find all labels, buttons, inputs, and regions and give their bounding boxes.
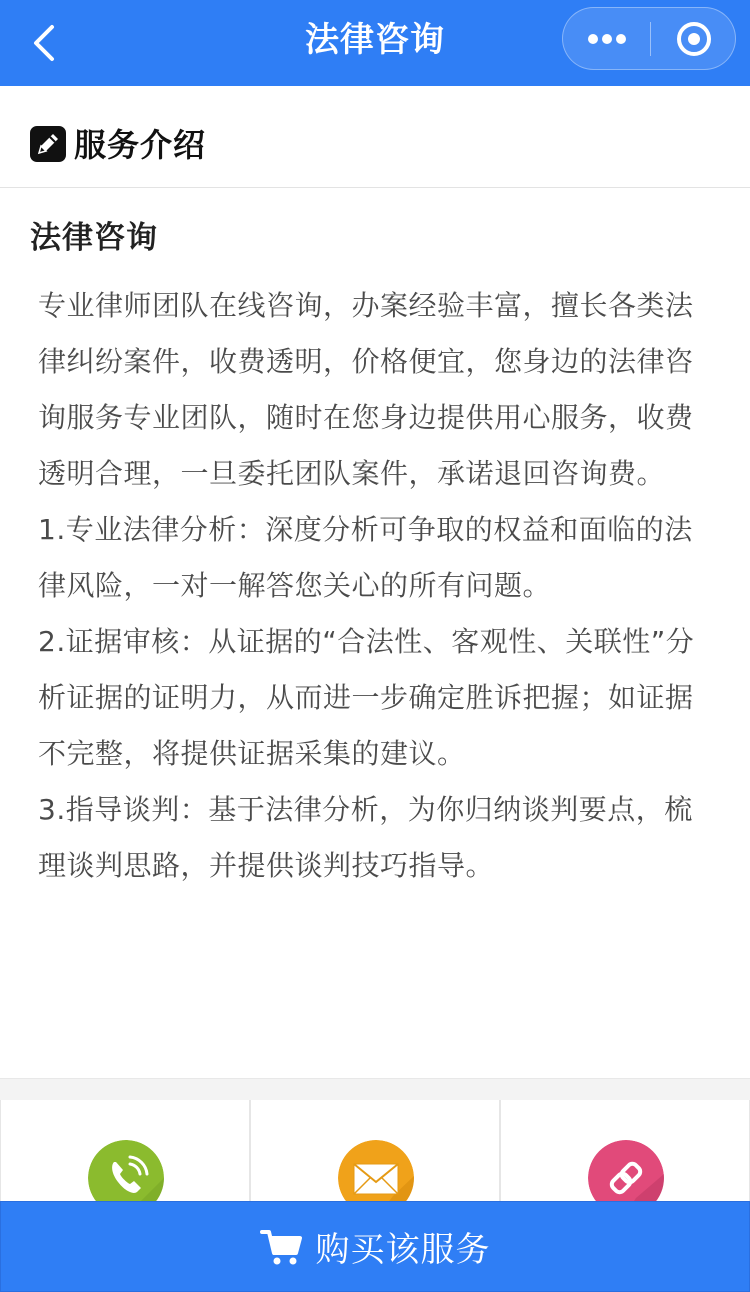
description-paragraph: 1.专业法律分析：深度分析可争取的权益和面临的法律风险，一对一解答您关心的所有问题。 [38, 513, 693, 602]
buy-service-label: 购买该服务 [315, 1230, 491, 1270]
section-title: 服务介绍 [74, 126, 207, 164]
cart-icon [260, 1227, 304, 1267]
section-header [0, 86, 750, 188]
description-paragraph: 专业律师团队在线咨询，办案经验丰富，擅长各类法律纠纷案件，收费透明，价格便宜，您身边的法律咨询服务专业团队，随时在您身边提供用心服务，收费透明合理，一旦委托团队案件，承诺退回咨询费。 [38, 289, 694, 490]
service-description [38, 278, 718, 894]
back-button[interactable] [22, 18, 66, 68]
description-paragraph: 2.证据审核：从证据的“合法性、客观性、关联性”分析证据的证明力，从而进一步确定胜诉把握；如证据不完整，将提供证据采集的建议。 [38, 625, 695, 770]
buy-service-button[interactable] [0, 1201, 750, 1292]
more-button[interactable] [563, 8, 650, 69]
page-title: 法律咨询 [305, 20, 445, 60]
section-divider [0, 1078, 750, 1100]
miniapp-capsule [562, 7, 736, 70]
more-dots-icon [587, 33, 627, 45]
close-miniapp-button[interactable] [651, 8, 737, 69]
chevron-left-icon [32, 23, 56, 63]
navigation-bar [0, 0, 750, 86]
target-close-icon [676, 21, 712, 57]
pencil-edit-icon [30, 126, 66, 162]
description-paragraph: 3.指导谈判：基于法律分析，为你归纳谈判要点，梳理谈判思路，并提供谈判技巧指导。 [38, 793, 693, 882]
service-title: 法律咨询 [30, 220, 158, 256]
